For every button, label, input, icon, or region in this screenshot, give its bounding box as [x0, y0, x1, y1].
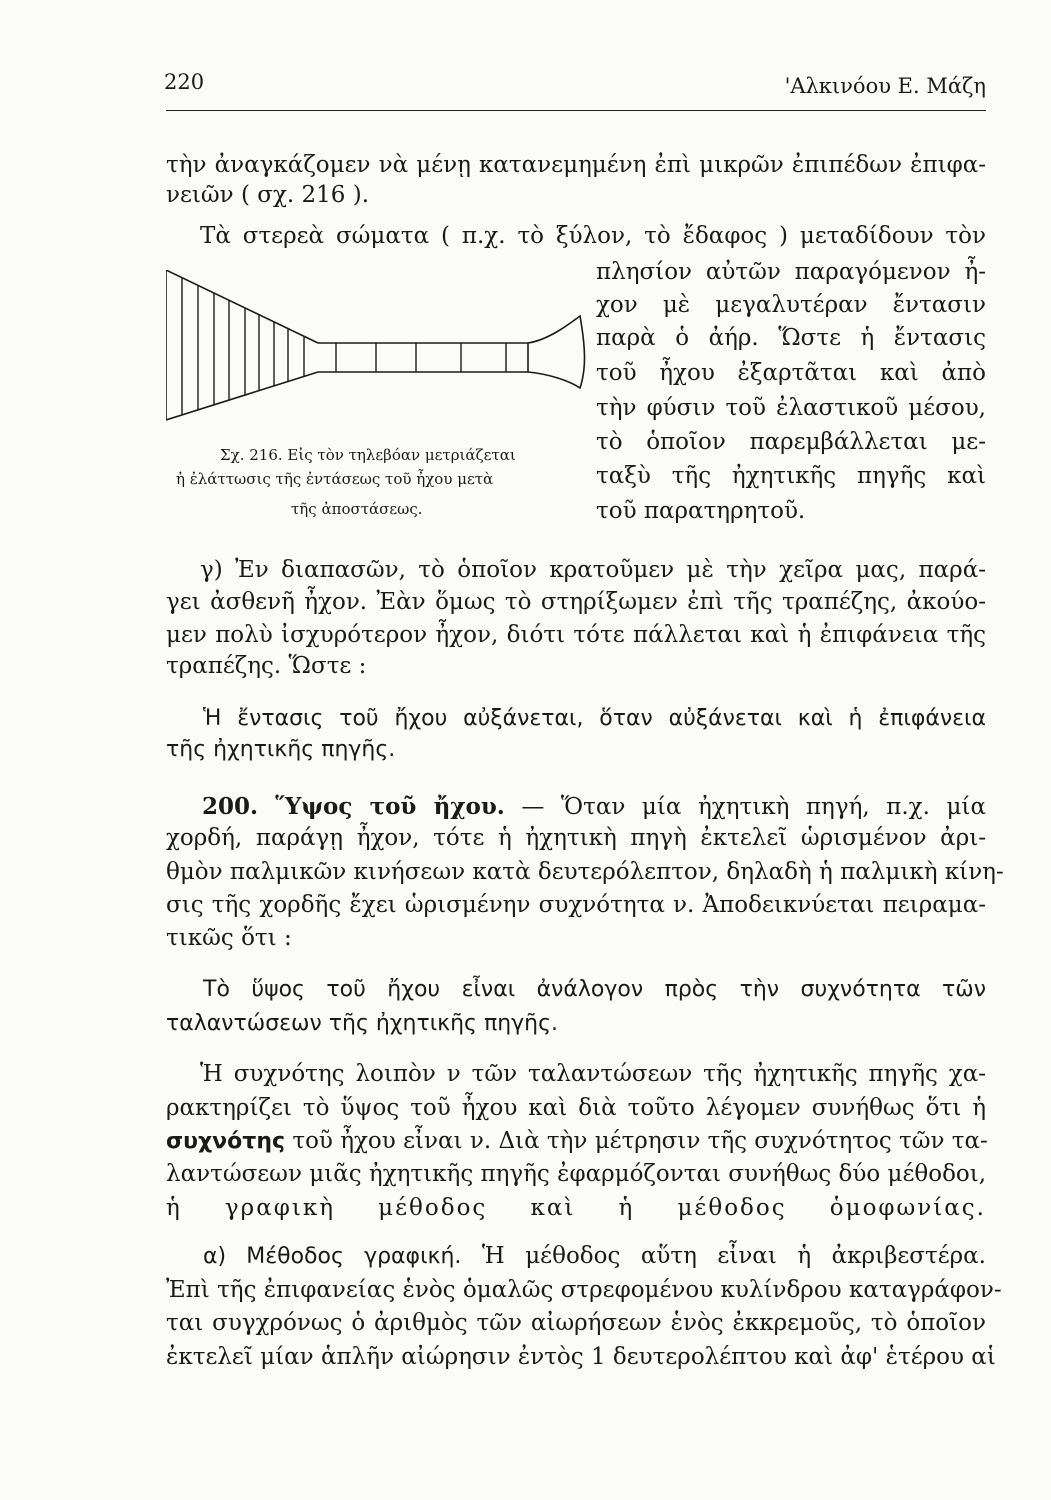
method-label: α) Μέθοδος γραφική.: [203, 1244, 462, 1269]
paragraph-line: τὴν φύσιν τοῦ ἐλαστικοῦ μέσου,: [596, 395, 986, 421]
paragraph-line: παρὰ ὁ ἀήρ. Ὥστε ἡ ἔντασις: [596, 325, 986, 351]
paragraph-line: ἐκτελεῖ μίαν ἁπλῆν αἰώρησιν ἐντὸς 1 δευτερολέπτου καὶ ἀφ' ἑτέρου αἱ: [166, 1344, 996, 1370]
paragraph-line: τοῦ παρατηρητοῦ.: [596, 498, 806, 524]
header-rule: [166, 110, 986, 111]
paragraph-line: τοῦ ἦχου ἐξαρτᾶται καὶ ἀπὸ: [596, 360, 986, 386]
paragraph-line: τὸ ὁποῖον παρεμβάλλεται με-: [596, 429, 986, 455]
paragraph-line: Τὰ στερεὰ σώματα ( π.χ. τὸ ξύλον, τὸ ἔδαφος ) μεταδίδουν τὸν: [200, 223, 986, 249]
bold-term: συχνότης: [166, 1129, 286, 1154]
paragraph-line: ρακτηρίζει τὸ ὕψος τοῦ ἦχου καὶ διὰ τοῦτο λέγομεν συνήθως ὅτι ἡ: [166, 1095, 986, 1121]
paragraph-line: τὴν ἀναγκάζομεν νὰ μένῃ κατανεμημένη ἐπὶ μικρῶν ἐπιπέδων ἐπιφα-: [166, 152, 986, 178]
paragraph-line: ἡ γραφικὴ μέθοδος καὶ ἡ μέθοδος ὁμοφωνίας.: [166, 1195, 986, 1221]
rule-statement: τῆς ἠχητικῆς πηγῆς.: [166, 737, 396, 762]
paragraph-line: τραπέζης. Ὥστε :: [166, 653, 367, 679]
paragraph-line: θμὸν παλμικῶν κινήσεων κατὰ δευτερόλεπτον, δηλαδὴ ἡ παλμικὴ κίνη-: [166, 859, 1004, 885]
paragraph-line: λαντώσεων μιᾶς ἠχητικῆς πηγῆς ἐφαρμόζονται συνήθως δύο μέθοδοι,: [166, 1161, 987, 1187]
figure-caption: τῆς ἀποστάσεως.: [291, 500, 423, 518]
rule-statement: Ἡ ἔντασις τοῦ ἤχου αὐξάνεται, ὅταν αὐξάνεται καὶ ἡ ἐπιφάνεια: [203, 706, 986, 731]
rule-statement: Τὸ ὕψος τοῦ ἤχου εἶναι ἀνάλογον πρὸς τὴν συχνότητα τῶν: [203, 977, 986, 1002]
page-number: 220: [164, 70, 205, 94]
paragraph-line: Ἐπὶ τῆς ἐπιφανείας ἑνὸς ὁμαλῶς στρεφομένου κυλίνδρου καταγράφον-: [166, 1277, 1002, 1303]
paragraph-line: ταξὺ τῆς ἠχητικῆς πηγῆς καὶ: [596, 463, 986, 489]
paragraph-line: συχνότης τοῦ ἦχου εἶναι ν. Διὰ τὴν μέτρησιν τῆς συχνότητος τῶν τα-: [166, 1128, 988, 1154]
running-head: 'Αλκινόου Ε. Μάζη: [784, 74, 986, 98]
paragraph-line: νειῶν ( σχ. 216 ).: [166, 182, 370, 208]
section-first-line: 200. Ὕψος τοῦ ἤχου. — Ὅταν μία ἠχητικὴ πηγή, π.χ. μία: [202, 793, 986, 820]
figure-caption: Σχ. 216. Εἰς τὸν τηλεβόαν μετριάζεται: [220, 446, 516, 464]
paragraph-line: γει ἀσθενῆ ἦχον. Ἐὰν ὅμως τὸ στηρίξωμεν ἐπὶ τῆς τραπέζης, ἀκούο-: [166, 589, 986, 615]
section-heading: 200. Ὕψος τοῦ ἤχου.: [202, 793, 505, 820]
paragraph-line: Ἡ συχνότης λοιπὸν ν τῶν ταλαντώσεων τῆς ἠχητικῆς πηγῆς χα-: [200, 1061, 986, 1087]
paragraph-line: μεν πολὺ ἰσχυρότερον ἦχον, διότι τότε πάλλεται καὶ ἡ ἐπιφάνεια τῆς: [166, 622, 986, 648]
paragraph-line: ται συγχρόνως ὁ ἀριθμὸς τῶν αἰωρήσεων ἑνὸς ἐκκρεμοῦς, τὸ ὁποῖον: [166, 1310, 986, 1336]
paragraph-line: γ) Ἐν διαπασῶν, τὸ ὁποῖον κρατοῦμεν μὲ τὴν χεῖρα μας, παρά-: [200, 557, 986, 583]
paragraph-line: α) Μέθοδος γραφική. Ἡ μέθοδος αὕτη εἶναι ἡ ἀκριβεστέρα.: [203, 1243, 986, 1269]
paragraph-line: πλησίον αὐτῶν παραγόμενον ἦ-: [596, 259, 986, 285]
paragraph-line: χον μὲ μεγαλυτέραν ἔντασιν: [596, 292, 986, 318]
megaphone-figure: [166, 270, 586, 440]
paragraph-line: τικῶς ὅτι :: [166, 925, 292, 951]
rule-statement: ταλαντώσεων τῆς ἠχητικῆς πηγῆς.: [166, 1011, 559, 1036]
page-header: [164, 70, 986, 104]
paragraph-line: σις τῆς χορδῆς ἔχει ὡρισμένην συχνότητα ν. Ἀποδεικνύεται πειραμα-: [166, 892, 986, 918]
figure-caption: ἡ ἐλάττωσις τῆς ἐντάσεως τοῦ ἦχου μετὰ: [176, 470, 494, 488]
paragraph-line: χορδή, παράγῃ ἦχον, τότε ἡ ἠχητικὴ πηγὴ ἐκτελεῖ ὡρισμένον ἀρι-: [166, 825, 986, 851]
